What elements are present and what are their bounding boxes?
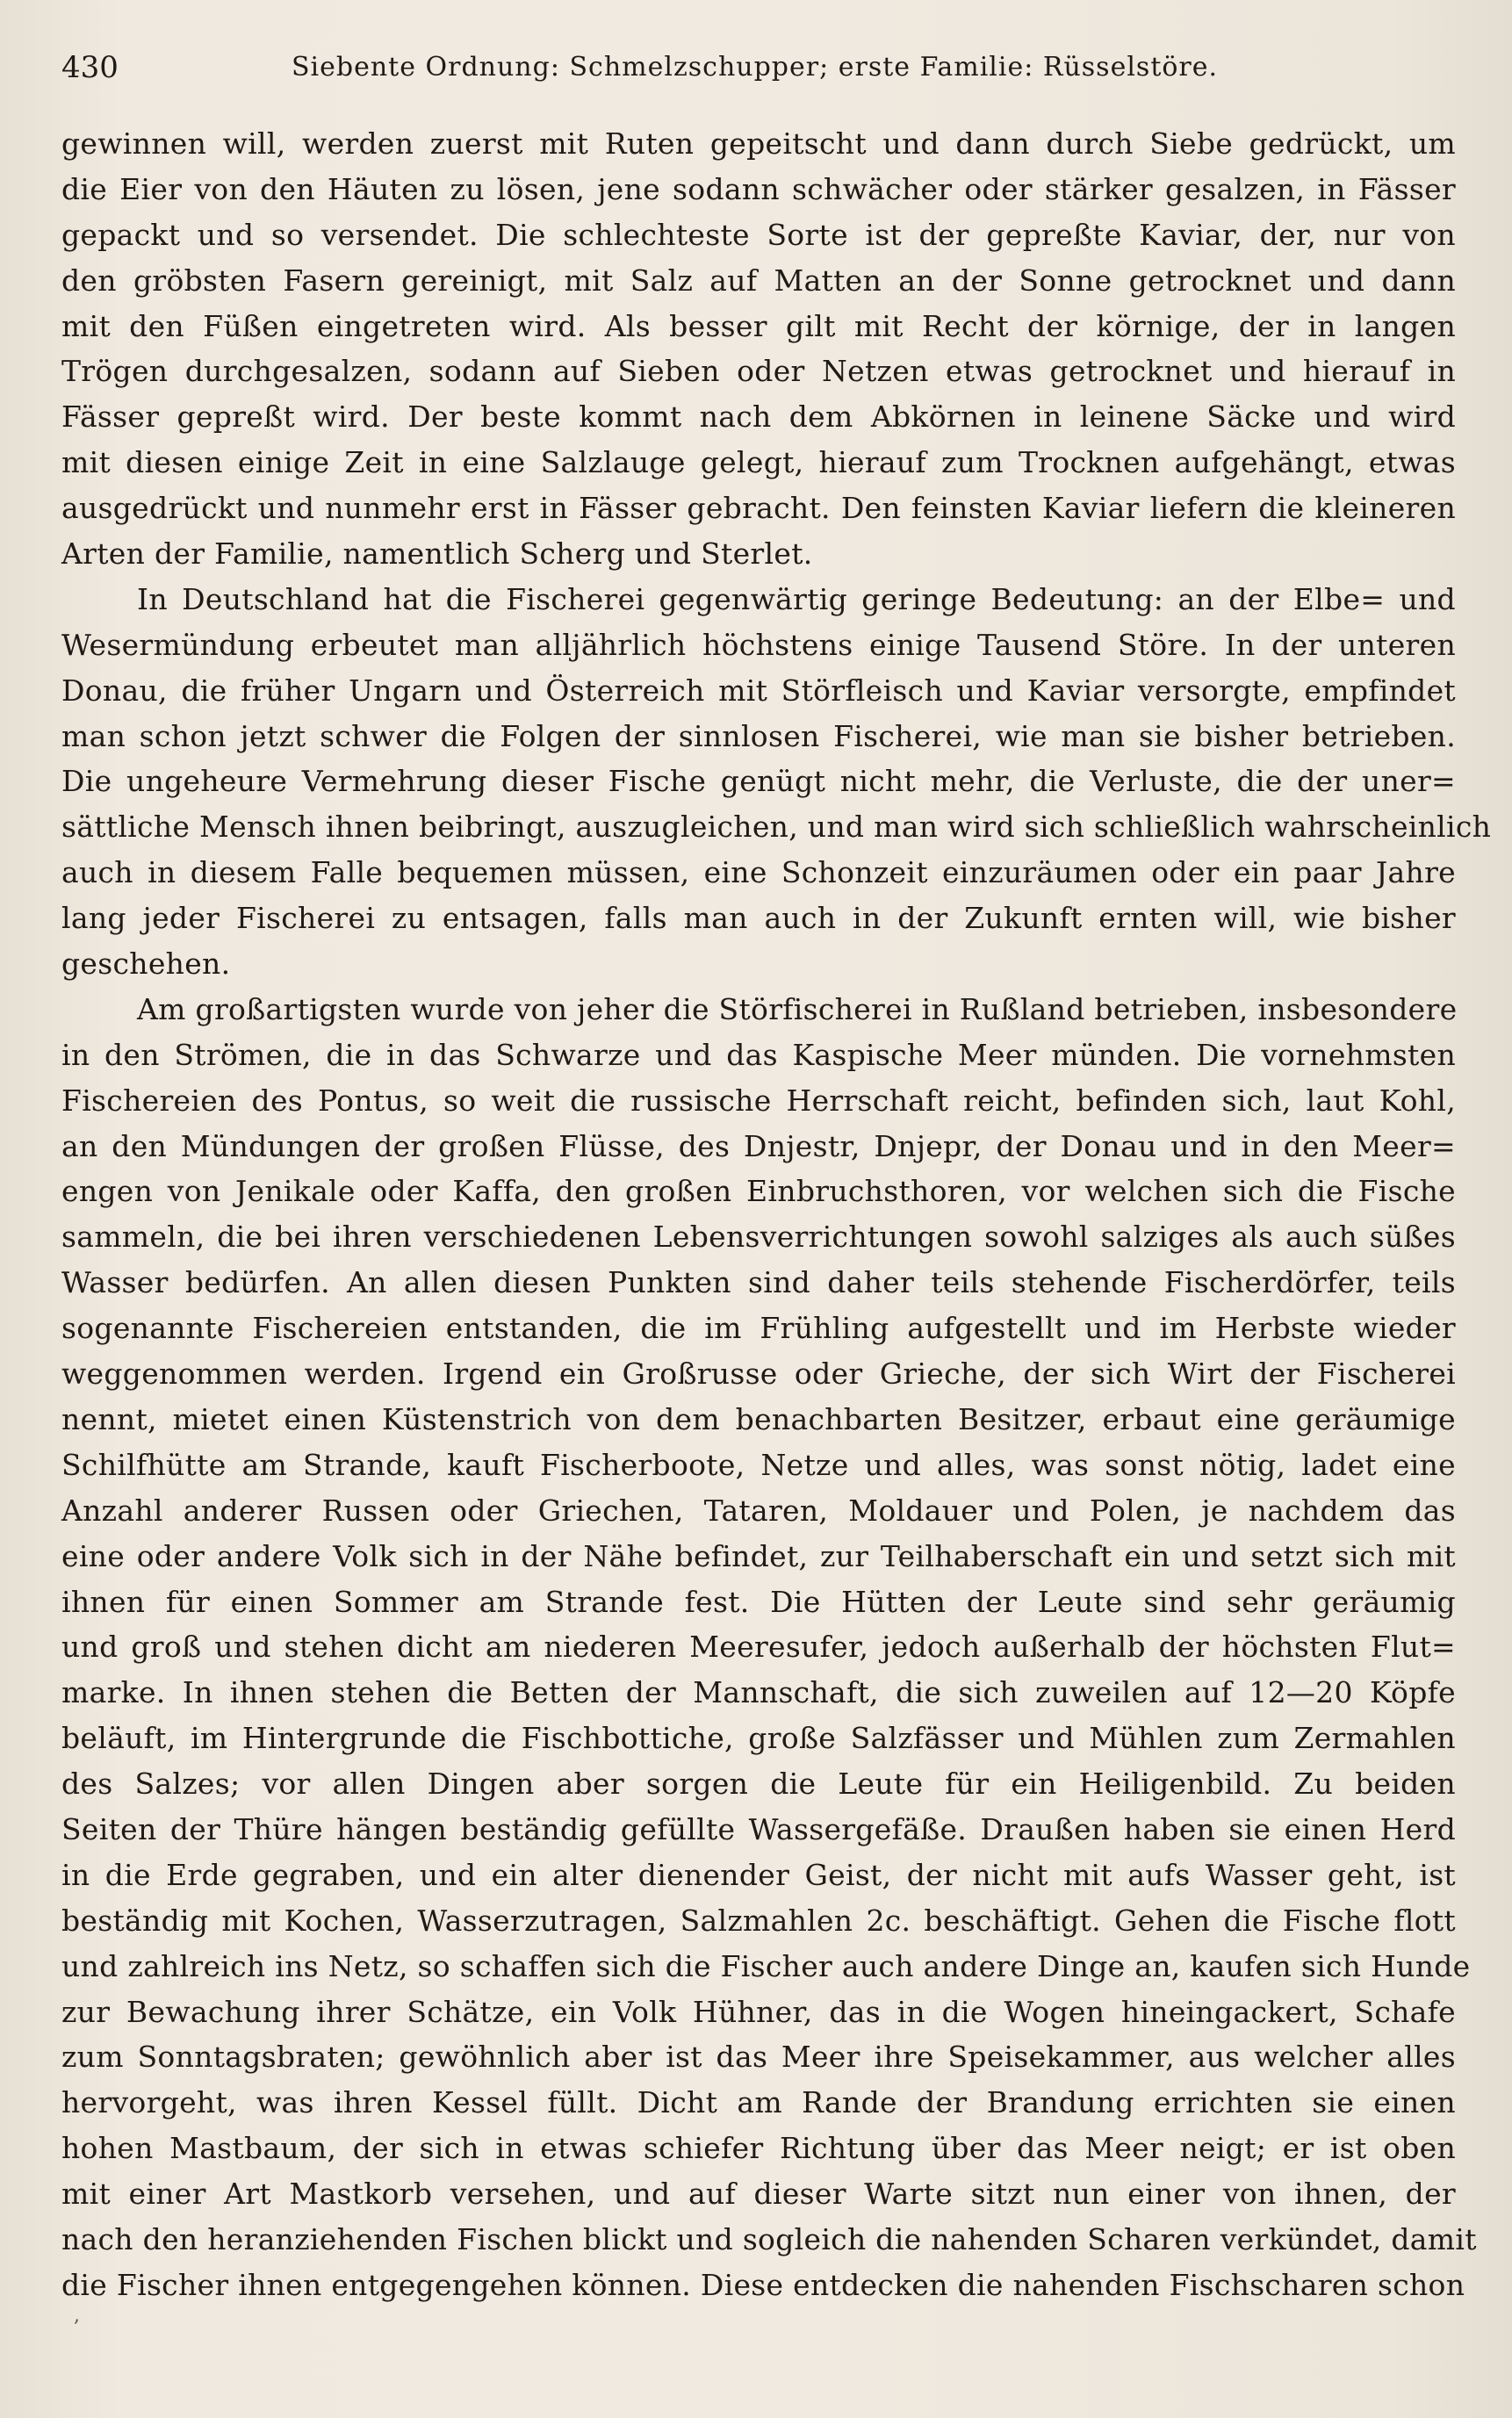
text-line: Anzahl anderer Russen oder Griechen, Tataren, Moldauer und Polen, je nachdem das xyxy=(61,1493,1456,1528)
text-line: geschehen. xyxy=(61,946,231,982)
page-number: 430 xyxy=(61,50,119,85)
text-line: nennt, mietet einen Küstenstrich von dem benachbarten Besitzer, erbaut eine geräumige xyxy=(61,1401,1456,1436)
running-head-title: Siebente Ordnung: Schmelzschupper; erste Familie: Rüsselstöre. xyxy=(292,52,1219,83)
text-line: man schon jetzt schwer die Folgen der sinnlosen Fischerei, wie man sie bisher betrieben. xyxy=(61,718,1456,753)
text-line: zum Sonntagsbraten; gewöhnlich aber ist das Meer ihre Speisekammer, aus welcher alles xyxy=(61,2040,1456,2075)
text-line: weggenommen werden. Irgend ein Großrusse oder Grieche, der sich Wirt der Fischerei xyxy=(61,1357,1456,1392)
text-line: und groß und stehen dicht am niederen Meeresufer, jedoch außerhalb der höchsten Flut= xyxy=(61,1630,1456,1665)
text-line: lang jeder Fischerei zu entsagen, falls man auch in der Zukunft ernten will, wie bisher xyxy=(61,901,1456,936)
text-line: zur Bewachung ihrer Schätze, ein Volk Hühner, das in die Wogen hineingackert, Schafe xyxy=(61,1994,1456,2029)
text-line: mit einer Art Mastkorb versehen, und auf dieser Warte sitzt nun einer von ihnen, der xyxy=(61,2177,1456,2212)
text-line: marke. In ihnen stehen die Betten der Mannschaft, die sich zuweilen auf 12—20 Köpfe xyxy=(61,1675,1456,1710)
text-line: sättliche Mensch ihnen beibringt, auszugleichen, und man wird sich schließlich wahrscheinlich xyxy=(61,810,1492,845)
text-line: gewinnen will, werden zuerst mit Ruten gepeitscht und dann durch Siebe gedrückt, um xyxy=(61,126,1456,161)
running-head xyxy=(61,46,1456,90)
text-line: mit den Füßen eingetreten wird. Als besser gilt mit Recht der körnige, der in langen xyxy=(61,308,1456,343)
body-text xyxy=(61,121,1492,2308)
text-line: Wasser bedürfen. An allen diesen Punkten sind daher teils stehende Fischerdörfer, teils xyxy=(61,1265,1456,1300)
text-line: Fischereien des Pontus, so weit die russische Herrschaft reicht, befinden sich, laut Kohl, xyxy=(61,1083,1456,1118)
text-line: sammeln, die bei ihren verschiedenen Lebensverrichtungen sowohl salziges als auch süßes xyxy=(61,1220,1456,1255)
text-line: mit diesen einige Zeit in eine Salzlauge gelegt, hierauf zum Trocknen aufgehängt, etwas xyxy=(61,445,1456,480)
footer-mark: , xyxy=(74,2305,80,2327)
text-line: Seiten der Thüre hängen beständig gefüllte Wassergefäße. Draußen haben sie einen Herd xyxy=(61,1811,1456,1846)
text-line: engen von Jenikale oder Kaffa, den großen Einbruchsthoren, vor welchen sich die Fische xyxy=(61,1174,1456,1209)
text-line: und zahlreich ins Netz, so schaffen sich die Fischer auch andere Dinge an, kaufen sich Hunde xyxy=(61,1948,1471,1983)
text-line: In Deutschland hat die Fischerei gegenwärtig geringe Bedeutung: an der Elbe= und xyxy=(137,581,1456,616)
text-line: eine oder andere Volk sich in der Nähe befindet, zur Teilhaberschaft ein und setzt sich mit xyxy=(61,1538,1456,1573)
text-line: auch in diesem Falle bequemen müssen, eine Schonzeit einzuräumen oder ein paar Jahre xyxy=(61,855,1456,890)
text-line: Fässer gepreßt wird. Der beste kommt nach dem Abkörnen in leinene Säcke und wird xyxy=(61,399,1456,435)
text-line: gepackt und so versendet. Die schlechteste Sorte ist der gepreßte Kaviar, der, nur von xyxy=(61,217,1456,252)
text-line: Die ungeheure Vermehrung dieser Fische genügt nicht mehr, die Verluste, die der uner= xyxy=(61,764,1456,799)
text-line: ihnen für einen Sommer am Strande fest. Die Hütten der Leute sind sehr geräumig xyxy=(61,1584,1456,1619)
text-line: Trögen durchgesalzen, sodann auf Sieben oder Netzen etwas getrocknet und hierauf in xyxy=(61,354,1456,389)
text-line: beständig mit Kochen, Wasserzutragen, Salzmahlen 2c. beschäftigt. Gehen die Fische flott xyxy=(61,1903,1456,1938)
text-line: hohen Mastbaum, der sich in etwas schiefer Richtung über das Meer neigt; er ist oben xyxy=(61,2131,1456,2166)
text-line: beläuft, im Hintergrunde die Fischbottiche, große Salzfässer und Mühlen zum Zermahlen xyxy=(61,1721,1456,1756)
text-line: Arten der Familie, namentlich Scherg und Sterlet. xyxy=(61,536,813,572)
text-line: Wesermündung erbeutet man alljährlich höchstens einige Tausend Störe. In der unteren xyxy=(61,627,1456,662)
text-line: sogenannte Fischereien entstanden, die im Frühling aufgestellt und im Herbste wieder xyxy=(61,1311,1456,1346)
text-line: Schilfhütte am Strande, kauft Fischerboote, Netze und alles, was sonst nötig, ladet eine xyxy=(61,1447,1456,1482)
text-line: in den Strömen, die in das Schwarze und das Kaspische Meer münden. Die vornehmsten xyxy=(61,1037,1456,1072)
text-line: Am großartigsten wurde von jeher die Störfischerei in Rußland betrieben, insbesondere xyxy=(137,991,1458,1026)
text-line: Donau, die früher Ungarn und Österreich mit Störfleisch und Kaviar versorgte, empfindet xyxy=(61,673,1456,708)
text-line: nach den heranziehenden Fischen blickt und sogleich die nahenden Scharen verkündet, damit xyxy=(61,2221,1477,2256)
text-line: in die Erde gegraben, und ein alter dienender Geist, der nicht mit aufs Wasser geht, ist xyxy=(61,1857,1456,1892)
text-line: ausgedrückt und nunmehr erst in Fässer gebracht. Den feinsten Kaviar liefern die kleineren xyxy=(61,491,1456,526)
text-line: die Eier von den Häuten zu lösen, jene sodann schwächer oder stärker gesalzen, in Fässer xyxy=(61,171,1456,206)
text-line: die Fischer ihnen entgegengehen können. Diese entdecken die nahenden Fischscharen schon xyxy=(61,2267,1465,2302)
text-line: des Salzes; vor allen Dingen aber sorgen die Leute für ein Heiligenbild. Zu beiden xyxy=(61,1767,1456,1802)
text-line: den gröbsten Fasern gereinigt, mit Salz auf Matten an der Sonne getrocknet und dann xyxy=(61,263,1456,298)
text-line: hervorgeht, was ihren Kessel füllt. Dicht am Rande der Brandung errichten sie einen xyxy=(61,2085,1456,2120)
text-line: an den Mündungen der großen Flüsse, des Dnjestr, Dnjepr, der Donau und in den Meer= xyxy=(61,1128,1456,1163)
